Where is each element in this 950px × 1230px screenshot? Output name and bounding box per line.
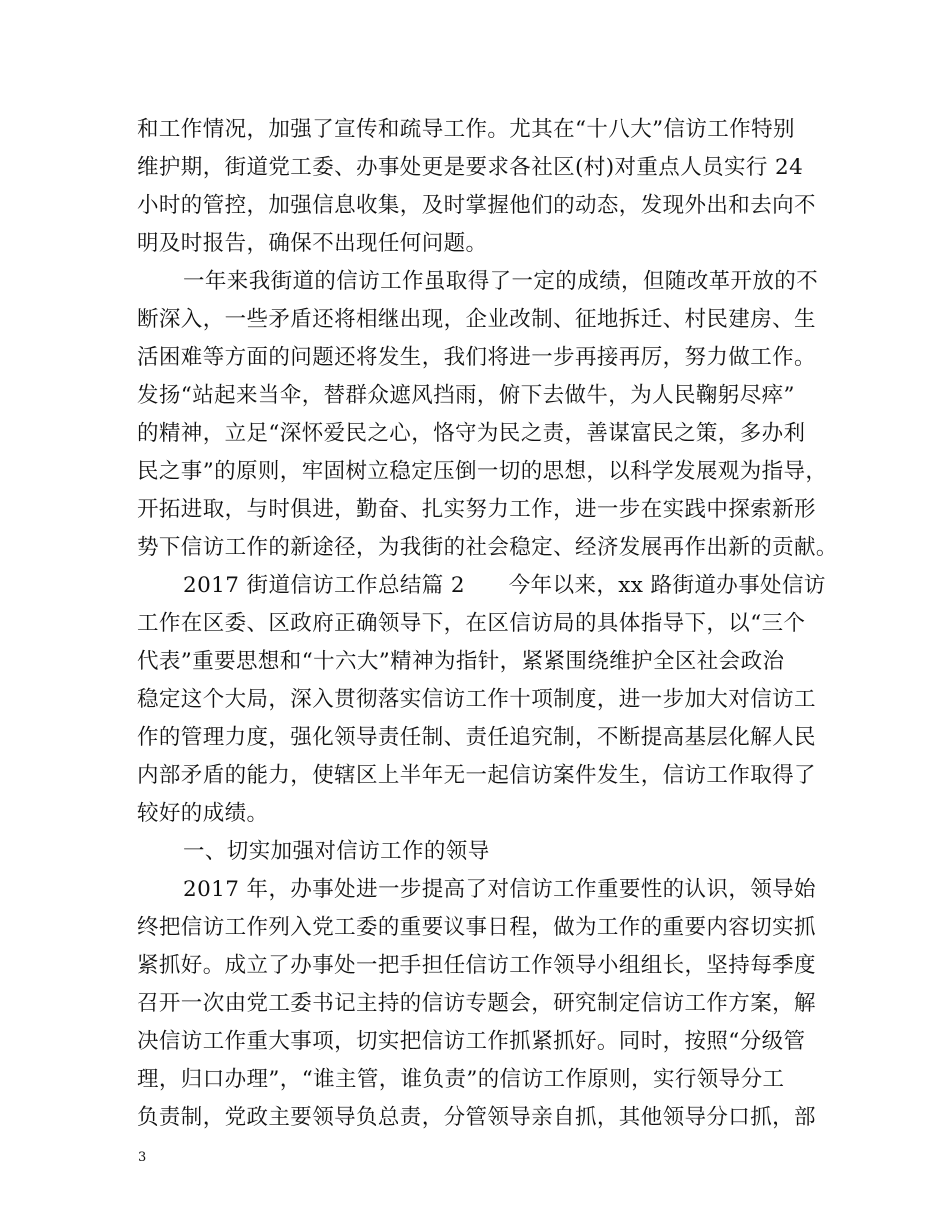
text-line: 活困难等方面的问题还将发生，我们将进一步再接再厉，努力做工作。 bbox=[137, 345, 816, 370]
text-line: 稳定这个大局，深入贯彻落实信访工作十项制度，进一步加大对信访工 bbox=[137, 687, 816, 712]
paragraph-start-line: 2017 年，办事处进一步提高了对信访工作重要性的认识，领导始 bbox=[183, 877, 816, 902]
text-line: 较好的成绩。 bbox=[137, 801, 269, 826]
text-line: 工作在区委、区政府正确领导下，在区信访局的具体指导下，以“三个 bbox=[137, 611, 806, 636]
text-line: 民之事”的原则，牢固树立稳定压倒一切的思想，以科学发展观为指导， bbox=[137, 459, 828, 484]
text-line: 发扬“站起来当伞，替群众遮风挡雨，俯下去做牛，为人民鞠躬尽瘁” bbox=[137, 383, 795, 408]
text-line: 负责制，党政主要领导负总责，分管领导亲自抓，其他领导分口抓，部 bbox=[137, 1105, 816, 1130]
text-line: 作的管理力度，强化领导责任制、责任追究制，不断提高基层化解人民 bbox=[137, 725, 816, 750]
text-line: 召开一次由党工委书记主持的信访专题会，研究制定信访工作方案，解 bbox=[137, 991, 816, 1016]
text-line: 和工作情况，加强了宣传和疏导工作。尤其在“十八大”信访工作特别 bbox=[137, 117, 795, 142]
text-line: 小时的管控，加强信息收集，及时掌握他们的动态，发现外出和去向不 bbox=[137, 193, 816, 218]
text-line: 终把信访工作列入党工委的重要议事日程，做为工作的重要内容切实抓 bbox=[137, 915, 816, 940]
section-heading: 一、切实加强对信访工作的领导 bbox=[183, 839, 490, 864]
text-line: 明及时报告，确保不出现任何问题。 bbox=[137, 231, 488, 256]
text-line: 决信访工作重大事项，切实把信访工作抓紧抓好。同时，按照“分级管 bbox=[137, 1029, 806, 1054]
text-line: 代表”重要思想和“十六大”精神为指针，紧紧围绕维护全区社会政治 bbox=[137, 649, 785, 674]
paragraph-start-line: 一年来我街道的信访工作虽取得了一定的成绩，但随改革开放的不 bbox=[183, 269, 819, 294]
text-line: 内部矛盾的能力，使辖区上半年无一起信访案件发生，信访工作取得了 bbox=[137, 763, 816, 788]
text-line: 断深入，一些矛盾还将相继出现，企业改制、征地拆迁、村民建房、生 bbox=[137, 307, 816, 332]
text-line: 开拓进取，与时俱进，勤奋、扎实努力工作，进一步在实践中探索新形 bbox=[137, 497, 816, 522]
page-number: 3 bbox=[138, 1150, 147, 1165]
text-line: 维护期，街道党工委、办事处更是要求各社区(村)对重点人员实行 24 bbox=[137, 155, 804, 180]
text-line: 紧抓好。成立了办事处一把手担任信访工作领导小组组长，坚持每季度 bbox=[137, 953, 816, 978]
text-line: 的精神，立足“深怀爱民之心，恪守为民之责，善谋富民之策，多办利 bbox=[137, 421, 806, 446]
text-line: 理，归口办理”，“谁主管，谁负责”的信访工作原则，实行领导分工 bbox=[137, 1067, 785, 1092]
text-line: 势下信访工作的新途径，为我街的社会稳定、经济发展再作出新的贡献。 bbox=[137, 535, 838, 560]
section-title-line: 2017 街道信访工作总结篇 2 今年以来，xx 路街道办事处信访 bbox=[183, 573, 826, 598]
